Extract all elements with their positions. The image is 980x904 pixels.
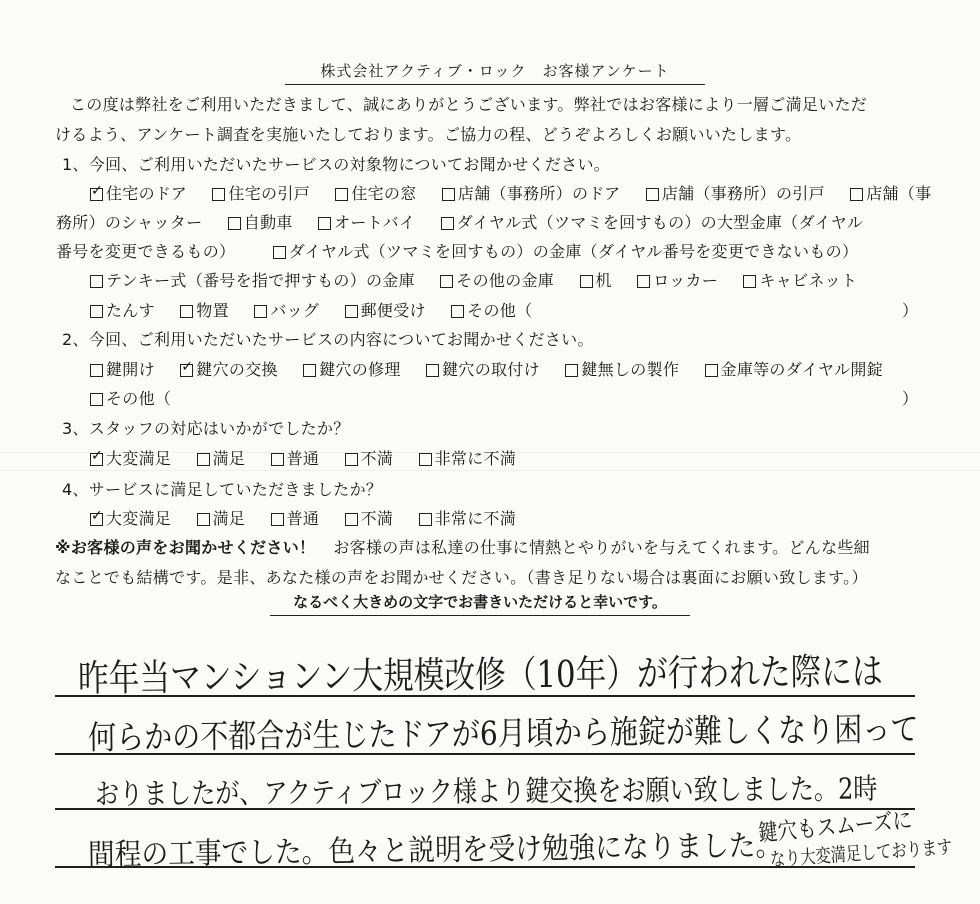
option-label: ロッカー (653, 271, 719, 290)
option-label: 鍵無しの製作 (581, 360, 680, 379)
option-label: 大変満足 (106, 509, 172, 528)
handwritten-comment-line: 何らかの不都合が生じたドアが6月頃から施錠が難しくなり困って (87, 709, 919, 757)
question-2: 2、今回、ご利用いただいたサービスの内容についてお聞かせください。 (62, 330, 594, 349)
option-label: 住宅の引戸 (228, 184, 310, 203)
checkbox[interactable] (90, 188, 103, 201)
checkbox[interactable] (228, 217, 241, 230)
handwritten-comment-line: 間程の工事でした。色々と説明を受け勉強になりました。 (87, 828, 783, 873)
option-label: たんす (106, 301, 155, 320)
option-label: ダイヤル式（ツマミを回すもの）の金庫（ダイヤル番号を変更できないもの） (288, 242, 859, 261)
q1-row (90, 298, 532, 321)
intro-line: けるよう、アンケート調査を実施いたしております。ご協力の程、どうぞよろしくお願いいたします。 (55, 125, 802, 144)
option-label: 不満 (360, 449, 394, 468)
option-label: 番号を変更できるもの） (56, 242, 236, 261)
other-close-paren: ） (902, 389, 919, 408)
checkbox[interactable] (90, 513, 103, 526)
option-label: 普通 (286, 449, 320, 468)
intro-line: この度は弊社をご利用いただきまして、誠にありがとうございます。弊社ではお客様により一層ご満足いただ (70, 95, 868, 114)
voice-heading: ※お客様の声をお聞かせください！ (55, 538, 316, 557)
option-label: 満足 (212, 449, 246, 468)
option-label: 非常に不満 (434, 449, 517, 468)
option-label: 大変満足 (106, 449, 172, 468)
checkbox[interactable] (850, 188, 863, 201)
paper-crease (0, 470, 980, 471)
question-1: 1、今回、ご利用いただいたサービスの対象物についてお聞かせください。 (62, 155, 611, 174)
question-3: 3、スタッフの対応はいかがでしたか？ (62, 419, 350, 438)
checkbox[interactable] (440, 275, 453, 288)
question-4: 4、サービスに満足していただきましたか？ (62, 480, 383, 499)
option-label: テンキー式（番号を指で押すもの）の金庫 (106, 271, 415, 290)
option-label: 自動車 (243, 213, 293, 232)
checkbox[interactable] (419, 513, 432, 526)
q3-row (90, 446, 516, 469)
handwritten-comment-line: なり大変満足しております (769, 836, 953, 871)
voice-text: なことでも結構です。是非、あなた様の声をお聞かせください。（書き足りない場合は裏面にお願い致します。） (55, 568, 868, 587)
option-label: その他（ (467, 301, 533, 320)
checkbox[interactable] (637, 275, 650, 288)
checkbox[interactable] (318, 217, 331, 230)
handwritten-comment-line: 昨年当マンションン大規模改修（10年）が行われた際には (77, 649, 883, 700)
option-label: ダイヤル式（ツマミを回すもの）の大型金庫（ダイヤル (456, 213, 864, 232)
handwritten-comment-line: 鍵穴もスムーズに (757, 807, 914, 847)
checkbox[interactable] (180, 364, 193, 377)
option-label: 店舗（事務所）のドア (457, 184, 621, 203)
checkbox[interactable] (212, 188, 225, 201)
option-label: バッグ (270, 301, 320, 320)
checkbox[interactable] (271, 453, 284, 466)
option-label: キャビネット (759, 271, 858, 290)
checkbox[interactable] (705, 364, 718, 377)
voice-text: お客様の声は私達の仕事に情熱とやりがいを与えてくれます。どんな些細 (333, 538, 870, 557)
checkbox[interactable] (345, 305, 358, 318)
checkbox[interactable] (441, 217, 454, 230)
checkbox[interactable] (271, 513, 284, 526)
checkbox[interactable] (442, 188, 455, 201)
checkbox[interactable] (743, 275, 756, 288)
checkbox[interactable] (90, 364, 103, 377)
checkbox[interactable] (565, 364, 578, 377)
option-label: 鍵開け (106, 360, 155, 379)
q1-row (56, 239, 858, 262)
large-text-request: なるべく大きめの文字でお書きいただけると幸いです。 (270, 591, 690, 616)
handwritten-comment-line: おりましたが、アクティブロック様より鍵交換をお願い致しました。2時 (94, 771, 878, 811)
option-label: 住宅のドア (106, 184, 188, 203)
option-label: オートバイ (334, 213, 416, 232)
option-label: 不満 (360, 509, 394, 528)
survey-title: 株式会社アクティブ・ロック お客様アンケート (285, 60, 705, 85)
voice-line (55, 535, 870, 558)
checkbox[interactable] (345, 453, 358, 466)
checkbox[interactable] (180, 305, 193, 318)
option-label: 務所）のシャッター (56, 213, 203, 232)
checkbox[interactable] (90, 305, 103, 318)
option-label: 鍵穴の修理 (319, 360, 401, 379)
q1-row (90, 181, 931, 204)
checkbox[interactable] (90, 453, 103, 466)
q2-row (90, 386, 171, 409)
checkbox[interactable] (197, 453, 210, 466)
option-label: 満足 (212, 509, 246, 528)
option-label: 鍵穴の交換 (196, 360, 278, 379)
checkbox[interactable] (273, 246, 286, 259)
checkbox[interactable] (419, 453, 432, 466)
checkbox[interactable] (426, 364, 439, 377)
option-label: その他（ (106, 389, 172, 408)
checkbox[interactable] (451, 305, 464, 318)
option-label: その他の金庫 (456, 271, 555, 290)
checkbox[interactable] (90, 393, 103, 406)
checkbox[interactable] (254, 305, 267, 318)
option-label: 店舗（事務所）の引戸 (661, 184, 825, 203)
checkbox[interactable] (646, 188, 659, 201)
option-label: 郵便受け (360, 301, 426, 320)
option-label: 住宅の窓 (351, 184, 417, 203)
q1-row (90, 268, 857, 291)
option-label: 鍵穴の取付け (442, 360, 540, 379)
option-label: 普通 (286, 509, 320, 528)
option-label: 金庫等のダイヤル開錠 (720, 360, 884, 379)
checkbox[interactable] (90, 275, 103, 288)
checkbox[interactable] (303, 364, 316, 377)
checkbox[interactable] (580, 275, 593, 288)
q2-row (90, 357, 883, 380)
other-close-paren: ） (902, 301, 919, 320)
q4-row (90, 506, 516, 529)
option-label: 店舗（事 (866, 184, 932, 203)
q1-row (56, 210, 863, 233)
checkbox[interactable] (197, 513, 210, 526)
checkbox[interactable] (345, 513, 358, 526)
checkbox[interactable] (335, 188, 348, 201)
option-label: 物置 (196, 301, 229, 320)
option-label: 机 (595, 271, 612, 290)
option-label: 非常に不満 (434, 509, 517, 528)
